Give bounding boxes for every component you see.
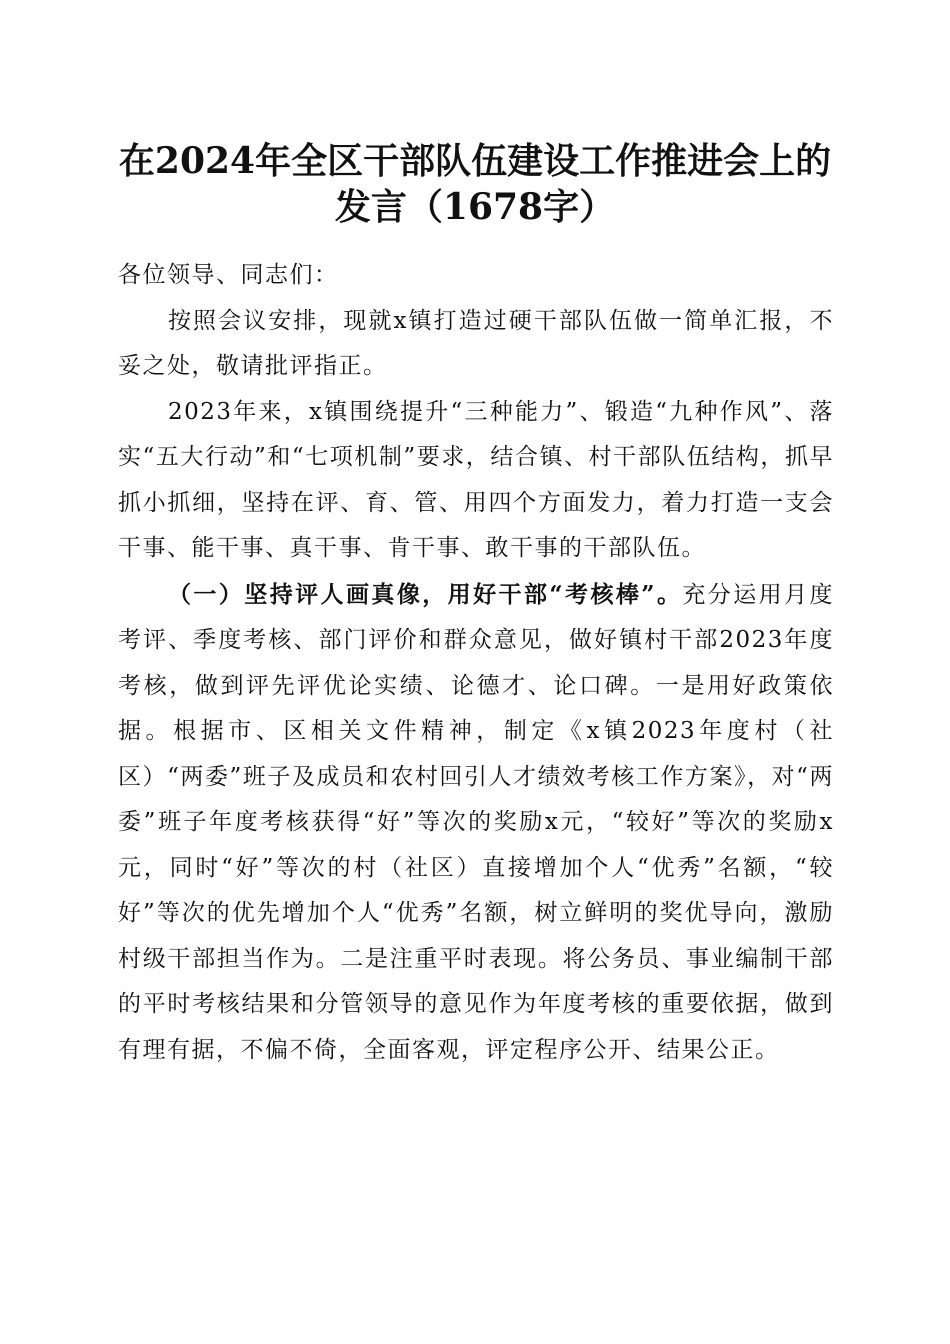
document-title-line-2: 发言（1678字） xyxy=(334,186,616,228)
paragraph-overview: 2023年来，x镇围绕提升“三种能力”、锻造“九种作风”、落实“五大行动”和“七项机制”要求，结合镇、村干部队伍结构，抓早抓小抓细，坚持在评、育、管、用四个方面发力，着力打造一支会干事、能干事、真干事、肯干事、敢干事的干部队伍。 xyxy=(118,398,834,561)
document-body xyxy=(118,253,834,1073)
document-title-line-1: 在2024年全区干部队伍建设工作推进会上的 xyxy=(118,140,832,182)
greeting: 各位领导、同志们： xyxy=(118,262,339,288)
section-1-heading: （一）坚持评人画真像，用好干部“考核棒”。 xyxy=(168,580,683,608)
section-1-text: 充分运用月度考评、季度考核、部门评价和群众意见，做好镇村干部2023年度考核，做到评先评优论实绩、论德才、论口碑。一是用好政策依据。根据市、区相关文件精神，制定《x镇2023年度村（社区）“两委”班子及成员和农村回引人才绩效考核工作方案》，对“两委”班子年度考核获得“好”等次的奖励x元，“较好”等次的奖励x元，同时“好”等次的村（社区）直接增加个人“优秀”名额，“较好”等次的优先增加个人“优秀”名额，树立鲜明的奖优导向，激励村级干部担当作为。二是注重平时表现。将公务员、事业编制干部的平时考核结果和分管领导的意见作为年度考核的重要依据，做到有理有据，不偏不倚，全面客观，评定程序公开、结果公正。 xyxy=(118,581,834,1063)
paragraph-intro: 按照会议安排，现就x镇打造过硬干部队伍做一简单汇报，不妥之处，敬请批评指正。 xyxy=(118,307,834,379)
paragraph-section-1 xyxy=(118,572,834,1074)
